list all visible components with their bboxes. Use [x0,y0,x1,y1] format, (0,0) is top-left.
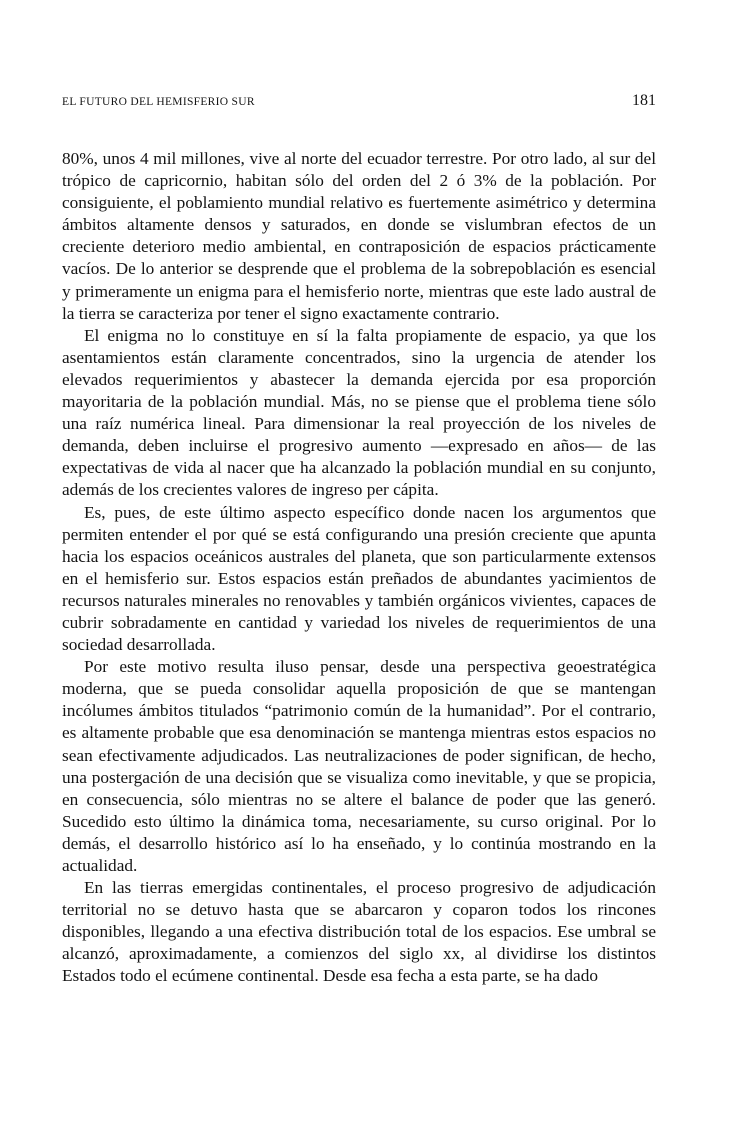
body-text [62,148,656,988]
running-title: EL FUTURO DEL HEMISFERIO SUR [62,96,255,108]
paragraph-1: 80%, unos 4 mil millones, vive al norte del ecuador terrestre. Por otro lado, al sur del trópico de capricornio, habitan sólo del orden del 2 ó 3% de la población. Por consiguiente, el poblamiento mundial relativo es fuertemente asimétrico y determina ámbitos altamente densos y saturados, en donde se vislumbran efectos de un creciente deterioro medio ambiental, en contraposición de espacios prácticamente vacíos. De lo anterior se desprende que el problema de la sobrepoblación es esencial y primeramente un enigma para el hemisferio norte, mientras que este lado austral de la tierra se caracteriza por tener el signo exactamente contrario. [62,149,656,323]
book-page [62,92,656,988]
page-number: 181 [632,92,656,109]
paragraph-3: Es, pues, de este último aspecto específico donde nacen los argumentos que permiten entender el por qué se está configurando una presión creciente que apunta hacia los espacios oceánicos australes del planeta, que son particularmente extensos en el hemisferio sur. Estos espacios están preñados de abundantes yacimientos de recursos naturales minerales no renovables y también orgánicos vivientes, capaces de cubrir sobradamente en cantidad y variedad los niveles de requerimientos de una sociedad desarrollada. [62,502,656,655]
running-head [62,92,656,116]
paragraph-2: El enigma no lo constituye en sí la falta propiamente de espacio, ya que los asentamientos están claramente concentrados, sino la urgencia de atender los elevados requerimientos y abastecer la demanda ejercida por esa proporción mayoritaria de la población mundial. Más, no se piense que el problema tiene sólo una raíz numérica lineal. Para dimensionar la real proyección de los niveles de demanda, deben incluirse el progresivo aumento —expresado en años— de las expectativas de vida al nacer que ha alcanzado la población mundial en su conjunto, además de los crecientes valores de ingreso per cápita. [62,325,656,500]
paragraph-4: Por este motivo resulta iluso pensar, desde una perspectiva geoestratégica moderna, que se pueda consolidar aquella proposición de que se mantengan incólumes ámbitos titulados “patrimonio común de la humanidad”. Por el contrario, es altamente probable que esa denominación se mantenga mientras estos espacios no sean efectivamente adjudicados. Las neutralizaciones de poder significan, de hecho, una postergación de una decisión que se visualiza como inevitable, y que se propicia, en consecuencia, sólo mientras no se altere el balance de poder que las generó. Sucedido esto último la dinámica toma, necesariamente, su curso original. Por lo demás, el desarrollo histórico así lo ha enseñado, y lo continúa mostrando en la actualidad. [62,657,656,875]
paragraph-5: En las tierras emergidas continentales, el proceso progresivo de adjudicación territorial no se detuvo hasta que se abarcaron y coparon todos los rincones disponibles, llegando a una efectiva distribución total de los espacios. Ese umbral se alcanzó, aproximadamente, a comienzos del siglo xx, al dividirse los distintos Estados todo el ecúmene continental. Desde esa fecha a esta parte, se ha dado [62,878,656,986]
